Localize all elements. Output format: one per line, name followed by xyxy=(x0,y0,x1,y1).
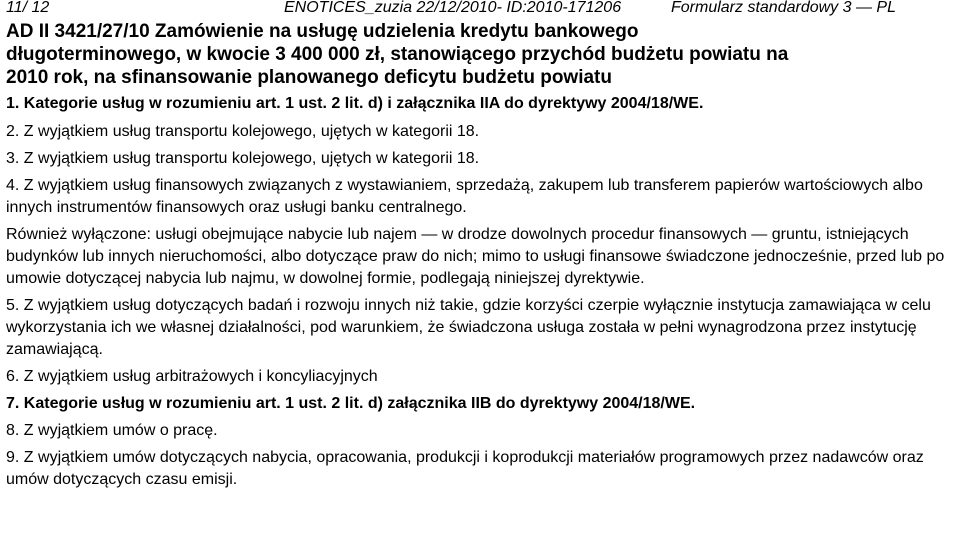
form-type-label: Formularz standardowy 3 — PL xyxy=(671,0,896,16)
note-item-5: 5. Z wyjątkiem usług dotyczących badań i rozwoju innych niż takie, gdzie korzyści czerpie wyłącznie instytucja zamawiająca w celu wykorzystania ich we własnej działalności, pod warunkiem, że świadczona usługa została w pełni wynagrodzona przez instytucję zamawiającą. xyxy=(6,297,931,358)
note-item-3: 3. Z wyjątkiem usług transportu kolejowego, ujętych w kategorii 18. xyxy=(6,150,480,167)
page-number: 11/ 12 xyxy=(6,0,50,16)
note-item-4-exclusions: Również wyłączone: usługi obejmujące nabycie lub najem — w drodze dowolnych procedur finansowych — gruntu, istniejących budynków lub innych nieruchomości, albo dotyczące praw do nich; mimo to usługi finansowe świadczone jednocześnie, przed lub po umowie dotyczącej nabycia lub najmu, w dowolnej formie, podlegają niniejszej dyrektywie. xyxy=(6,226,945,287)
title-line-1: AD II 3421/27/10 Zamówienie na usługę udzielenia kredytu bankowego xyxy=(6,21,639,42)
document-id: ENOTICES_zuzia 22/12/2010- ID:2010-171206 xyxy=(284,0,622,16)
notes-list xyxy=(6,93,956,491)
note-item-6: 6. Z wyjątkiem usług arbitrażowych i koncyliacyjnych xyxy=(6,368,378,385)
title-line-3: 2010 rok, na sfinansowanie planowanego deficytu budżetu powiatu xyxy=(6,67,612,88)
note-item-8: 8. Z wyjątkiem umów o pracę. xyxy=(6,422,218,439)
document-title xyxy=(6,20,956,88)
note-item-4: 4. Z wyjątkiem usług finansowych związanych z wystawianiem, sprzedażą, zakupem lub transferem papierów wartościowych albo innych instrumentów finansowych oraz usługi banku centralnego. xyxy=(6,177,923,216)
title-line-2: długoterminowego, w kwocie 3 400 000 zł, stanowiącego przychód budżetu powiatu na xyxy=(6,44,789,65)
note-item-1: 1. Kategorie usług w rozumieniu art. 1 ust. 2 lit. d) i załącznika IIA do dyrektywy 2004/18/WE. xyxy=(6,95,704,112)
note-item-7: 7. Kategorie usług w rozumieniu art. 1 ust. 2 lit. d) załącznika IIB do dyrektywy 2004/18/WE. xyxy=(6,395,696,412)
note-item-9: 9. Z wyjątkiem umów dotyczących nabycia, opracowania, produkcji i koprodukcji materiałów programowych przez nadawców oraz umów dotyczących czasu emisji. xyxy=(6,449,924,488)
note-item-2: 2. Z wyjątkiem usług transportu kolejowego, ujętych w kategorii 18. xyxy=(6,123,480,140)
page-header xyxy=(6,0,960,22)
